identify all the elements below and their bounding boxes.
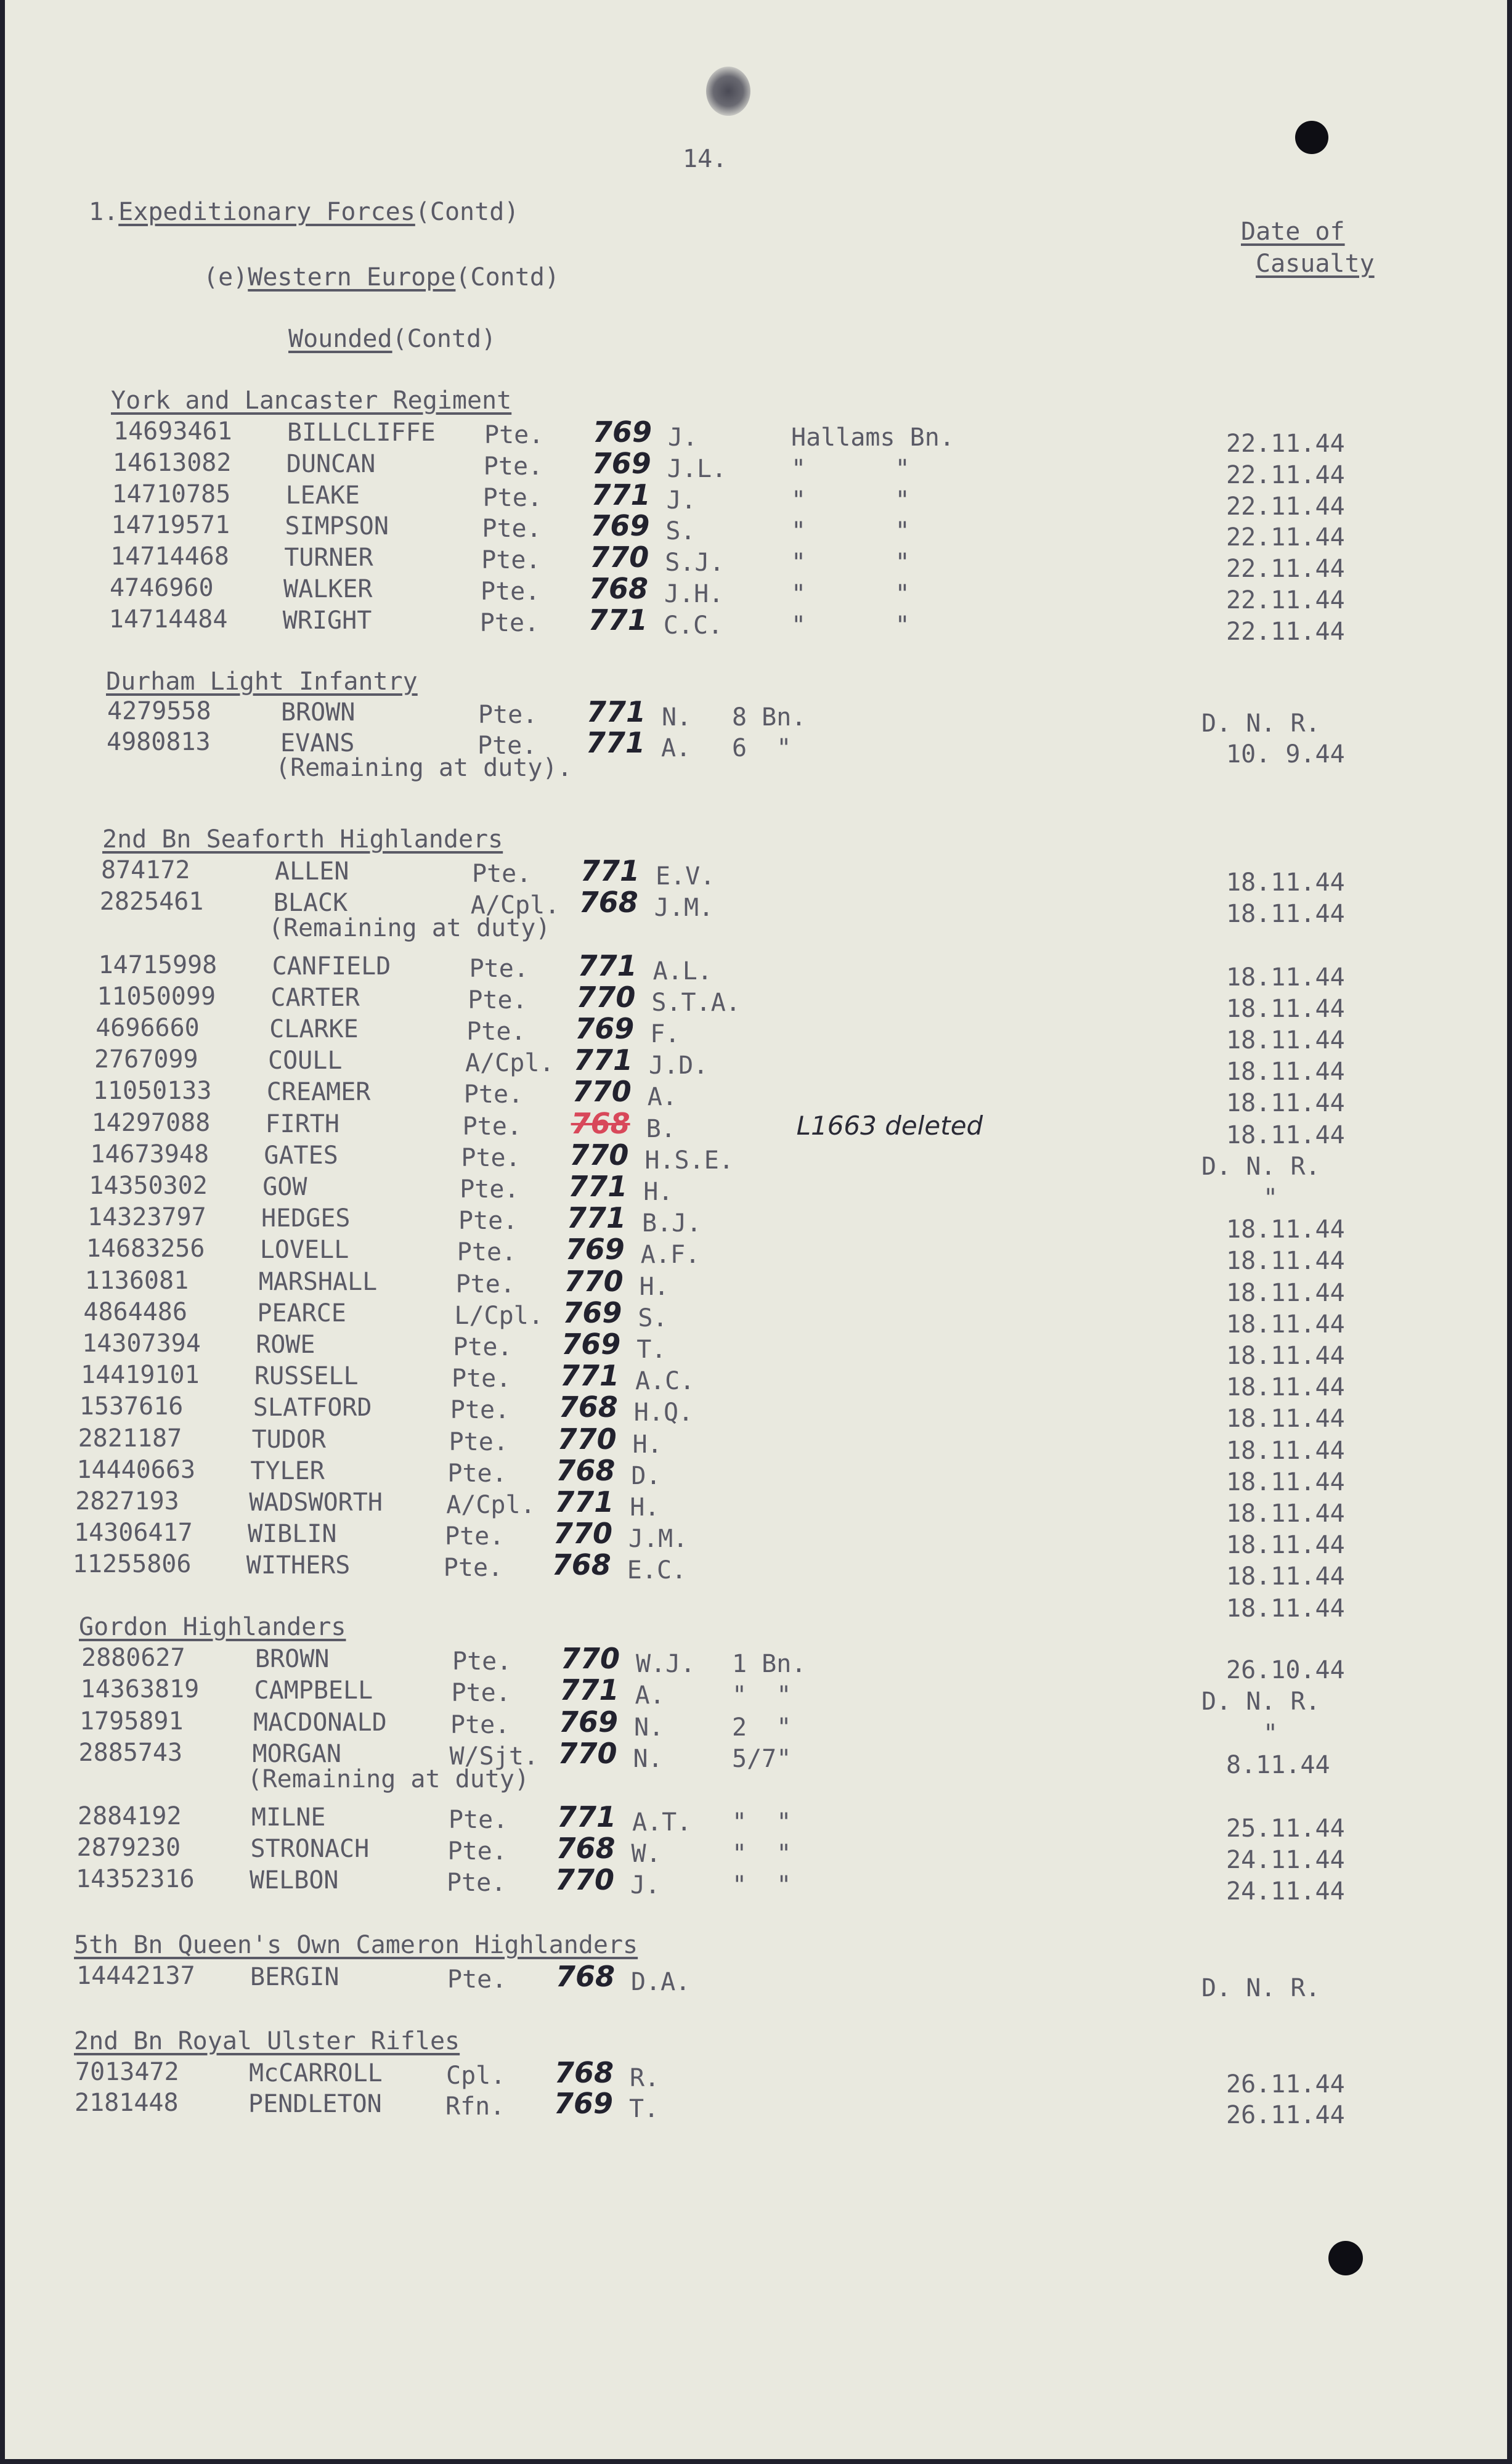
handwritten-code: 770 — [555, 1863, 615, 1897]
surname: WELBON — [250, 1866, 339, 1895]
surname: LOVELL — [259, 1236, 349, 1265]
casualty-date: 18.11.44 — [1226, 900, 1345, 929]
section-title: 5th Bn Queen's Own Cameron Highlanders — [74, 1931, 638, 1959]
rank: Rfn. — [445, 2092, 505, 2121]
casualty-date: 18.11.44 — [1226, 1594, 1345, 1623]
unit: 1 Bn. — [732, 1650, 807, 1678]
column-header-date-1: Date of — [1241, 218, 1345, 246]
surname: GOW — [262, 1173, 307, 1201]
service-number: 1136081 — [84, 1266, 189, 1295]
handwritten-code: 771 — [568, 1170, 628, 1203]
initials: S. — [665, 517, 696, 546]
casualty-date: 22.11.44 — [1226, 555, 1345, 584]
service-number: 14710785 — [112, 479, 231, 508]
casualty-date: 18.11.44 — [1226, 1058, 1345, 1087]
rank: Pte. — [450, 1710, 510, 1739]
rank: Pte. — [451, 1679, 511, 1708]
initials: H. — [643, 1178, 673, 1206]
service-number: 2880627 — [81, 1644, 185, 1672]
initials: J. — [666, 486, 696, 515]
service-number: 2885743 — [78, 1738, 183, 1767]
handwritten-code: 770 — [561, 1642, 620, 1675]
handwritten-code: 770 — [558, 1736, 617, 1770]
surname: MARSHALL — [258, 1267, 378, 1296]
unit: 8 Bn. — [732, 703, 807, 732]
section-title: York and Lancaster Regiment — [111, 386, 512, 415]
handwritten-code: 771 — [588, 603, 648, 637]
handwritten-code: 770 — [572, 1075, 632, 1109]
rank: Pte. — [481, 546, 541, 575]
surname: ALLEN — [275, 857, 349, 886]
rank: Pte. — [449, 1805, 508, 1834]
handwritten-code: 771 — [560, 1359, 620, 1393]
column-header-date-2: Casualty — [1256, 250, 1375, 278]
surname: TURNER — [284, 544, 373, 573]
document-page — [5, 0, 1507, 2459]
surname: McCARROLL — [249, 2059, 383, 2087]
unit: Hallams Bn. — [791, 423, 954, 452]
handwritten-code: 771 — [567, 1201, 627, 1235]
initials: T. — [636, 1336, 667, 1364]
surname: WRIGHT — [282, 606, 372, 635]
rank: Pte. — [472, 860, 532, 888]
casualty-date: 18.11.44 — [1226, 1499, 1345, 1528]
service-number: 14714484 — [108, 605, 228, 634]
surname: CARTER — [270, 983, 360, 1012]
unit: " " — [732, 1871, 792, 1900]
surname: BILLCLIFFE — [287, 418, 436, 447]
surname: PENDLETON — [248, 2090, 382, 2118]
handwritten-code: 771 — [580, 854, 640, 887]
casualty-date: 22.11.44 — [1226, 586, 1345, 614]
service-number: 14440663 — [76, 1455, 196, 1484]
initials: C.C. — [663, 611, 723, 640]
casualty-date: 18.11.44 — [1226, 994, 1345, 1023]
casualty-date: " — [1263, 1184, 1278, 1212]
initials: S. — [638, 1303, 668, 1332]
handwritten-code: 770 — [553, 1517, 613, 1551]
service-number: 874172 — [101, 856, 190, 884]
handwritten-code: 769 — [591, 446, 651, 480]
rank: Pte. — [483, 452, 543, 481]
casualty-date: 18.11.44 — [1226, 1405, 1345, 1434]
initials: H. — [630, 1493, 660, 1522]
surname: MILNE — [251, 1803, 326, 1832]
unit: " " — [791, 486, 910, 515]
initials: A.F. — [640, 1241, 701, 1270]
surname: TUDOR — [251, 1425, 327, 1454]
service-number: 1795891 — [79, 1707, 184, 1736]
casualty-date: 22.11.44 — [1226, 492, 1345, 521]
service-number: 14323797 — [87, 1203, 206, 1232]
initials: R. — [630, 2064, 660, 2092]
surname: BERGIN — [250, 1963, 339, 1991]
service-number: 14306417 — [74, 1519, 193, 1548]
handwritten-code: 771 — [559, 1673, 619, 1707]
initials: N. — [634, 1713, 664, 1742]
service-number: 14693461 — [113, 417, 232, 446]
casualty-date: 18.11.44 — [1226, 1278, 1345, 1307]
handwritten-code: 768 — [571, 1106, 630, 1140]
surname: CANFIELD — [272, 952, 391, 981]
initials: B.J. — [642, 1209, 702, 1238]
section-title: Durham Light Infantry — [106, 667, 418, 696]
casualty-date: 25.11.44 — [1226, 1814, 1345, 1843]
rank: Pte. — [447, 1837, 507, 1866]
casualty-date: 18.11.44 — [1226, 1436, 1345, 1465]
punch-hole-bottom — [1328, 2241, 1363, 2275]
rank: Pte. — [484, 421, 544, 449]
casualty-date: 18.11.44 — [1226, 1342, 1345, 1370]
unit: " " — [791, 549, 910, 577]
service-number: 1537616 — [79, 1392, 184, 1421]
handwritten-code: 770 — [576, 980, 636, 1014]
service-number: 14719571 — [111, 511, 230, 540]
casualty-date: D. N. R. — [1201, 1152, 1320, 1181]
initials: A.T. — [632, 1808, 692, 1837]
surname: BLACK — [273, 889, 348, 918]
unit: " " — [791, 580, 910, 608]
initials: E.V. — [656, 862, 715, 891]
rank: Pte. — [478, 732, 537, 760]
unit: 2 " — [732, 1713, 792, 1742]
casualty-date: D. N. R. — [1201, 1974, 1320, 2002]
heading-1: 1.Expeditionary Forces(Contd) — [89, 198, 519, 226]
surname: LEAKE — [285, 481, 360, 510]
casualty-date: 18.11.44 — [1226, 1247, 1345, 1276]
handwritten-code: 771 — [586, 726, 646, 759]
service-number: 14673948 — [90, 1140, 209, 1169]
initials: T. — [629, 2095, 659, 2123]
surname: WALKER — [283, 575, 373, 603]
casualty-date: 22.11.44 — [1226, 617, 1345, 646]
handwritten-code: 769 — [575, 1012, 635, 1045]
rank: Pte. — [481, 577, 540, 606]
initials: H.Q. — [633, 1398, 694, 1427]
service-number: 14715998 — [98, 950, 217, 979]
casualty-date: 18.11.44 — [1226, 963, 1345, 992]
initials: D.A. — [631, 1968, 691, 1996]
surname: SIMPSON — [285, 512, 389, 541]
surname: EVANS — [280, 729, 355, 757]
casualty-date: 24.11.44 — [1226, 1877, 1345, 1906]
casualty-date: 22.11.44 — [1226, 460, 1345, 489]
initials: B. — [646, 1114, 676, 1143]
service-number: 4279558 — [107, 697, 211, 725]
surname: WITHERS — [246, 1551, 351, 1580]
service-number: 14352316 — [76, 1865, 195, 1894]
rank: A/Cpl. — [465, 1049, 555, 1078]
casualty-date: 22.11.44 — [1226, 523, 1345, 552]
initials: S.J. — [665, 549, 725, 577]
rank: Pte. — [482, 515, 542, 544]
initials: E.C. — [627, 1556, 687, 1585]
rank: Pte. — [461, 1143, 521, 1172]
handwritten-code: 769 — [565, 1233, 625, 1267]
surname: FIRTH — [265, 1109, 340, 1138]
handwritten-code: 771 — [555, 1485, 614, 1519]
rank: Pte. — [463, 1080, 524, 1109]
handwritten-code: 769 — [593, 415, 652, 449]
casualty-date: 24.11.44 — [1226, 1845, 1345, 1874]
unit: " " — [791, 517, 910, 546]
service-number: 14613082 — [112, 448, 232, 477]
casualty-date: 26.10.44 — [1226, 1656, 1345, 1684]
casualty-date: 18.11.44 — [1226, 1562, 1345, 1591]
initials: S.T.A. — [651, 988, 741, 1017]
handwritten-code: 769 — [561, 1328, 621, 1361]
initials: H. — [639, 1272, 669, 1301]
casualty-date: 18.11.44 — [1226, 1026, 1345, 1055]
handwritten-code: 768 — [579, 886, 638, 920]
rank: Pte. — [482, 483, 542, 512]
casualty-date: 10. 9.44 — [1226, 740, 1345, 769]
casualty-date: 8.11.44 — [1226, 1750, 1330, 1779]
handwritten-code: 771 — [574, 1043, 633, 1077]
rank: Pte. — [447, 1965, 507, 1994]
rank: W/Sjt. — [449, 1742, 539, 1771]
service-number: 14297088 — [91, 1108, 211, 1137]
rank: Pte. — [452, 1365, 511, 1393]
surname: BROWN — [255, 1645, 330, 1673]
surname: CLARKE — [269, 1015, 359, 1043]
casualty-date: 18.11.44 — [1226, 1089, 1345, 1118]
service-number: 2767099 — [94, 1045, 198, 1074]
unit: " " — [732, 1681, 792, 1710]
rank: Pte. — [466, 1018, 526, 1046]
rank: Pte. — [443, 1554, 503, 1583]
initials: W. — [631, 1839, 661, 1868]
handwritten-code: 768 — [589, 572, 649, 605]
handwritten-code: 768 — [556, 1831, 616, 1865]
service-number: 2879230 — [76, 1833, 181, 1862]
casualty-date: 18.11.44 — [1226, 868, 1345, 897]
service-number: 2884192 — [78, 1801, 182, 1830]
unit: " " — [791, 611, 910, 640]
casualty-date: 26.11.44 — [1226, 2070, 1345, 2099]
casualty-date: 18.11.44 — [1226, 1120, 1345, 1149]
rank: Pte. — [468, 985, 527, 1014]
surname: MORGAN — [252, 1739, 341, 1768]
initials: D. — [631, 1461, 661, 1490]
initials: H.S.E. — [644, 1146, 734, 1175]
service-number: 11050133 — [92, 1077, 212, 1106]
service-number: 14683256 — [86, 1234, 205, 1263]
casualty-date: 18.11.44 — [1226, 1215, 1345, 1244]
rank: Cpl. — [446, 2062, 506, 2090]
surname: RUSSELL — [254, 1362, 359, 1391]
handwritten-code: 770 — [569, 1138, 629, 1172]
section-title: 2nd Bn Seaforth Highlanders — [102, 825, 503, 854]
service-number: 4864486 — [83, 1297, 187, 1326]
remark: (Remaining at duty) — [268, 914, 551, 943]
handwritten-code: 769 — [590, 509, 650, 543]
casualty-date: " — [1263, 1719, 1278, 1748]
handwritten-code: 769 — [554, 2087, 614, 2120]
casualty-date: 18.11.44 — [1226, 1467, 1345, 1496]
initials: J.M. — [654, 894, 714, 923]
rank: Pte. — [469, 954, 529, 983]
rank: A/Cpl. — [470, 891, 560, 920]
rank: L/Cpl. — [454, 1301, 543, 1330]
casualty-date: 26.11.44 — [1226, 2101, 1345, 2129]
rank: Pte. — [450, 1396, 510, 1425]
service-number: 14419101 — [81, 1361, 200, 1390]
surname: SLATFORD — [253, 1393, 372, 1422]
rank: Pte. — [462, 1112, 522, 1141]
rank: Pte. — [453, 1333, 513, 1361]
initials: W.J. — [636, 1650, 696, 1678]
rank: Pte. — [455, 1270, 515, 1299]
surname: ROWE — [256, 1331, 315, 1359]
rank: Pte. — [458, 1207, 518, 1236]
initials: J.M. — [628, 1525, 688, 1554]
rank: Pte. — [457, 1238, 517, 1267]
handwritten-code: 768 — [556, 1453, 616, 1487]
heading-3: Wounded(Contd) — [288, 325, 497, 353]
initials: A.C. — [635, 1367, 695, 1396]
rank: Pte. — [447, 1869, 506, 1898]
unit: 5/7" — [732, 1744, 792, 1773]
rank: Pte. — [452, 1647, 512, 1676]
casualty-date: D. N. R. — [1201, 1687, 1320, 1716]
handwritten-note: L1663 deleted — [796, 1110, 983, 1141]
handwritten-code: 769 — [563, 1295, 622, 1329]
surname: CREAMER — [266, 1078, 371, 1107]
service-number: 14363819 — [80, 1675, 200, 1704]
section-title: 2nd Bn Royal Ulster Rifles — [74, 2027, 460, 2055]
service-number: 7013472 — [75, 2058, 179, 2086]
unit: " " — [791, 454, 910, 483]
surname: TYLER — [250, 1456, 325, 1485]
service-number: 11255806 — [72, 1550, 192, 1579]
casualty-date: 18.11.44 — [1226, 1373, 1345, 1402]
remark: (Remaining at duty) — [247, 1765, 530, 1794]
initials: J. — [668, 423, 698, 452]
initials: A. — [661, 734, 691, 762]
surname: HEDGES — [261, 1204, 351, 1233]
initials: J.L. — [667, 454, 727, 483]
service-number: 14307394 — [82, 1329, 201, 1358]
initials: A. — [635, 1681, 665, 1710]
handwritten-code: 768 — [555, 2056, 614, 2089]
handwritten-code: 769 — [559, 1705, 619, 1739]
service-number: 4746960 — [110, 574, 214, 602]
punch-hole-top — [1295, 121, 1328, 154]
handwritten-code: 770 — [557, 1422, 617, 1456]
surname: PEARCE — [257, 1299, 346, 1328]
initials: F. — [650, 1020, 680, 1048]
section-title: Gordon Highlanders — [79, 1613, 346, 1641]
surname: WADSWORTH — [249, 1488, 383, 1517]
unit: " " — [732, 1839, 792, 1868]
unit: " " — [732, 1808, 792, 1837]
initials: J.H. — [664, 580, 724, 608]
handwritten-code: 771 — [591, 478, 651, 512]
service-number: 4980813 — [107, 728, 211, 756]
handwritten-code: 771 — [577, 948, 637, 982]
handwritten-code: 770 — [564, 1264, 624, 1298]
initials: N. — [633, 1744, 663, 1773]
handwritten-code: 770 — [590, 541, 649, 574]
initials: J. — [630, 1871, 660, 1900]
service-number: 4696660 — [96, 1014, 200, 1042]
rank: A/Cpl. — [446, 1491, 535, 1519]
casualty-date: D. N. R. — [1201, 709, 1320, 738]
surname: COULL — [268, 1046, 343, 1075]
rank: Pte. — [479, 608, 540, 637]
handwritten-code: 768 — [551, 1548, 611, 1582]
handwritten-code: 771 — [587, 695, 646, 728]
service-number: 2827193 — [75, 1487, 179, 1516]
initials: H. — [632, 1430, 662, 1459]
service-number: 11050099 — [97, 982, 216, 1011]
surname: WIBLIN — [248, 1520, 337, 1549]
handwritten-code: 771 — [557, 1800, 617, 1834]
rank: Pte. — [449, 1427, 508, 1456]
page-number: 14. — [683, 145, 728, 173]
heading-2: (e)Western Europe(Contd) — [203, 263, 559, 292]
initials: N. — [662, 703, 692, 732]
remark: (Remaining at duty). — [275, 754, 572, 782]
casualty-date: 18.11.44 — [1226, 1310, 1345, 1339]
surname: CAMPBELL — [254, 1676, 373, 1705]
service-number: 2825461 — [99, 887, 204, 916]
service-number: 2821187 — [78, 1424, 182, 1453]
surname: BROWN — [281, 698, 356, 727]
rank: Pte. — [445, 1522, 505, 1551]
surname: GATES — [264, 1141, 338, 1170]
service-number: 14442137 — [76, 1962, 195, 1990]
handwritten-code: 768 — [558, 1390, 618, 1424]
surname: STRONACH — [250, 1834, 370, 1863]
casualty-date: 22.11.44 — [1226, 430, 1345, 458]
service-number: 2181448 — [75, 2089, 179, 2117]
service-number: 14714468 — [110, 542, 229, 571]
surname: DUNCAN — [286, 449, 376, 478]
unit: 6 " — [732, 734, 792, 762]
rank: Pte. — [478, 701, 538, 729]
initials: A. — [647, 1083, 677, 1112]
service-number: 14350302 — [89, 1172, 208, 1200]
punch-stain — [706, 67, 750, 116]
rank: Pte. — [460, 1175, 519, 1204]
rank: Pte. — [447, 1459, 507, 1488]
initials: J.D. — [649, 1051, 709, 1080]
initials: A.L. — [652, 957, 712, 985]
handwritten-code: 768 — [556, 1960, 616, 1993]
surname: MACDONALD — [253, 1708, 387, 1737]
casualty-date: 18.11.44 — [1226, 1531, 1345, 1560]
